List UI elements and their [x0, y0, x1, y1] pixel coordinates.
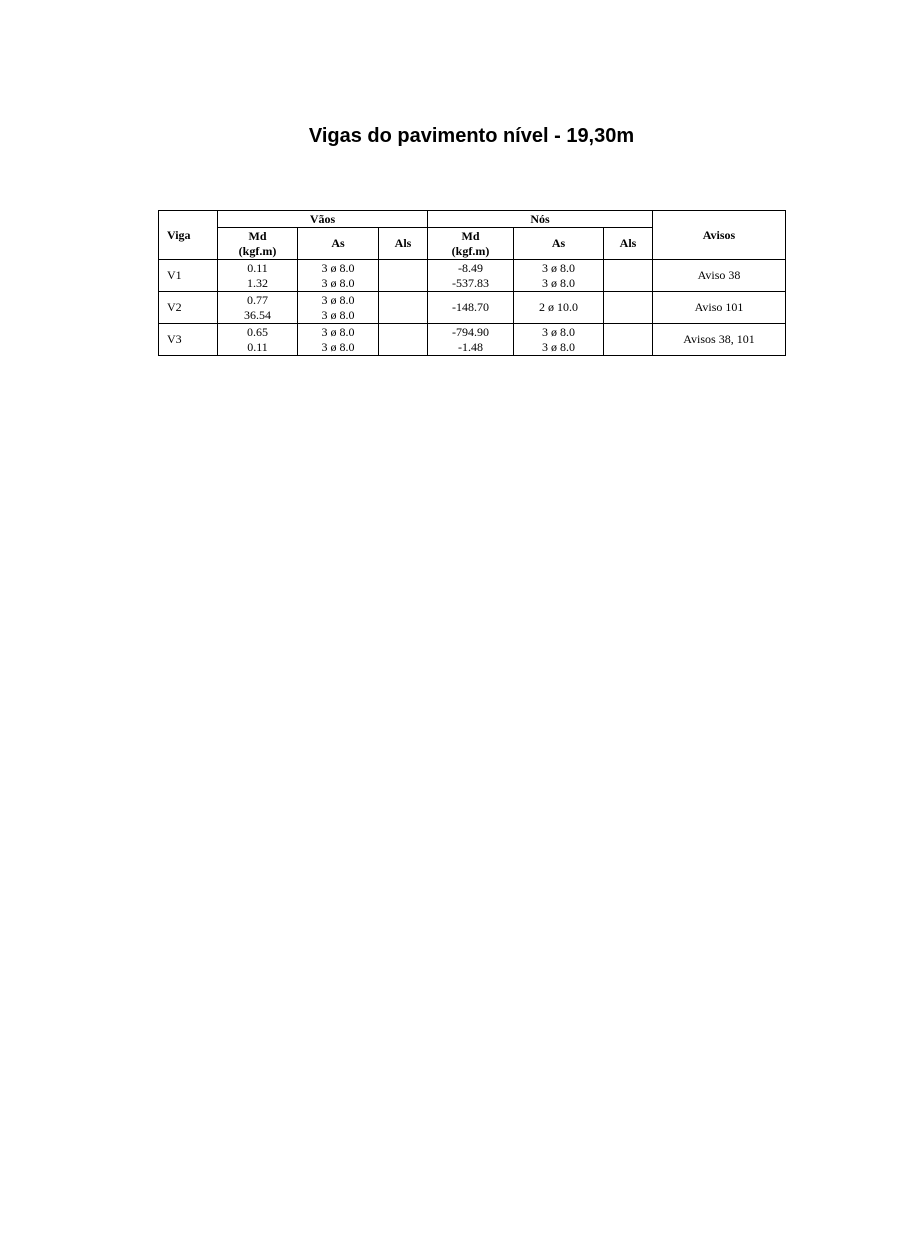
cell-vaos-md	[218, 260, 298, 292]
value-line: -8.49	[458, 260, 483, 275]
cell-vaos-as	[298, 260, 379, 292]
value-line: -537.83	[452, 275, 489, 290]
value-line: 1.32	[247, 275, 268, 290]
value-line: -1.48	[458, 339, 483, 354]
header-nos-as: As	[514, 228, 604, 260]
value-line: 3 ø 8.0	[321, 324, 355, 339]
cell-vaos-md	[218, 292, 298, 324]
table-row	[159, 324, 786, 356]
cell-nos-als	[604, 324, 653, 356]
value-line: 3 ø 8.0	[321, 339, 355, 354]
cell-nos-als	[604, 260, 653, 292]
cell-vaos-as	[298, 292, 379, 324]
header-md-unit: (kgf.m)	[238, 243, 277, 258]
cell-vaos-als	[379, 292, 428, 324]
cell-vaos-als	[379, 260, 428, 292]
header-vaos-md	[218, 228, 298, 260]
page-title: Vigas do pavimento nível - 19,30m	[308, 125, 635, 147]
value-line: 2 ø 10.0	[539, 300, 578, 314]
value-line: 3 ø 8.0	[542, 275, 575, 290]
cell-nos-md	[428, 324, 514, 356]
value-line: 36.54	[244, 307, 271, 322]
header-nos: Nós	[428, 211, 653, 228]
cell-nos-as	[514, 260, 604, 292]
cell-vaos-md	[218, 324, 298, 356]
cell-viga: V1	[159, 260, 218, 292]
cell-vaos-als	[379, 324, 428, 356]
cell-nos-as	[514, 324, 604, 356]
cell-nos-als	[604, 292, 653, 324]
value-line: 0.11	[247, 260, 268, 275]
header-nos-md	[428, 228, 514, 260]
value-line: -794.90	[452, 324, 489, 339]
cell-avisos: Avisos 38, 101	[653, 324, 786, 356]
value-line: -148.70	[452, 300, 489, 314]
value-line: 3 ø 8.0	[542, 324, 575, 339]
cell-avisos: Aviso 38	[653, 260, 786, 292]
value-line: 0.77	[247, 292, 268, 307]
header-md-label: Md	[461, 228, 480, 243]
header-nos-als: Als	[604, 228, 653, 260]
header-viga: Viga	[159, 211, 218, 260]
value-line: 0.11	[247, 339, 268, 354]
value-line: 3 ø 8.0	[321, 292, 355, 307]
value-line: 3 ø 8.0	[321, 260, 355, 275]
beams-table	[158, 210, 786, 356]
header-md-label: Md	[248, 228, 267, 243]
cell-nos-md	[428, 292, 514, 324]
value-line: 3 ø 8.0	[542, 339, 575, 354]
value-line: 3 ø 8.0	[321, 275, 355, 290]
cell-nos-as	[514, 292, 604, 324]
header-vaos-as: As	[298, 228, 379, 260]
header-avisos: Avisos	[653, 211, 786, 260]
header-vaos-als: Als	[379, 228, 428, 260]
header-vaos: Vãos	[218, 211, 428, 228]
table-row	[159, 260, 786, 292]
cell-nos-md	[428, 260, 514, 292]
table-row	[159, 292, 786, 324]
header-md-unit: (kgf.m)	[451, 243, 490, 258]
value-line: 3 ø 8.0	[321, 307, 355, 322]
cell-viga: V3	[159, 324, 218, 356]
cell-vaos-as	[298, 324, 379, 356]
value-line: 3 ø 8.0	[542, 260, 575, 275]
cell-avisos: Aviso 101	[653, 292, 786, 324]
cell-viga: V2	[159, 292, 218, 324]
value-line: 0.65	[247, 324, 268, 339]
